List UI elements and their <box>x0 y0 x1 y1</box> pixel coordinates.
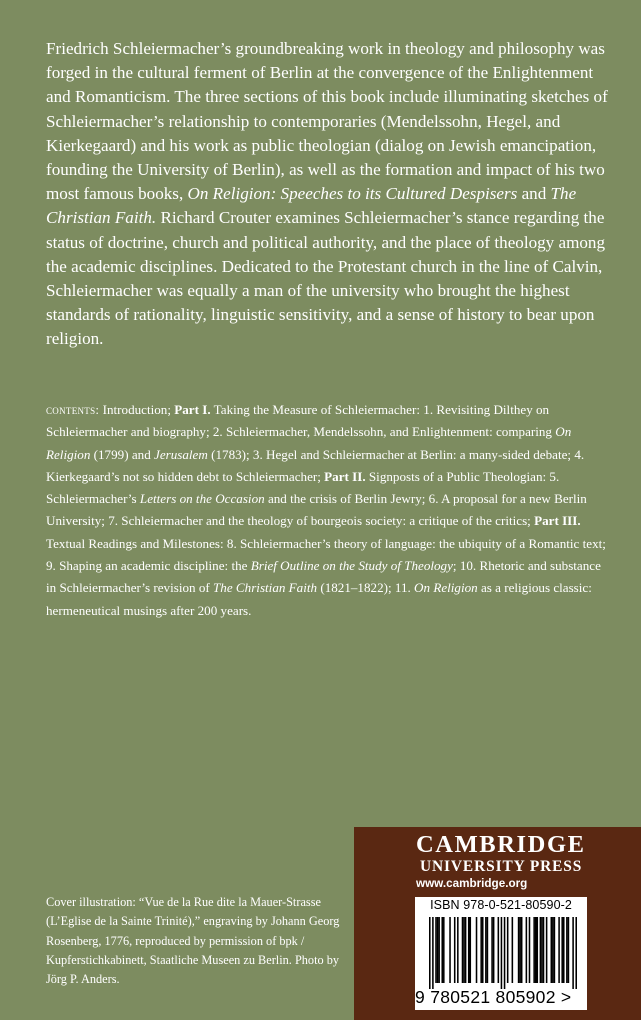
barcode-bar <box>491 917 493 983</box>
contents-text: Textual Readings and Milestones: 8. Schleiermacher’s theory of language: the ubiquity of a Romantic text; 9. Shaping an academic discipline: the <box>46 535 606 574</box>
contents-text: (1821–1822); 11. <box>317 580 415 596</box>
part-2-heading: Part II. <box>324 468 366 484</box>
barcode-bar <box>435 917 437 983</box>
barcode-bar <box>533 917 535 983</box>
publisher-logo-name: CAMBRIDGE <box>416 831 586 858</box>
barcode-bar <box>487 917 489 983</box>
barcode-label <box>415 897 587 1010</box>
contents-text: Signposts of a Public Theologian: 5. Schleiermacher’s <box>46 468 560 507</box>
barcode-bar <box>561 917 563 983</box>
barcode-icon <box>429 917 577 989</box>
contents-text: (1783); 3. Hegel and Schleiermacher at Berlin: a many-sided debate; 4. Kierkegaard’s not so hidden debt to Schleiermacher; <box>46 446 585 484</box>
barcode-bar <box>468 917 470 983</box>
contents-label: contents: <box>46 402 100 417</box>
barcode-bar <box>462 917 464 983</box>
publisher-logo-subtitle: UNIVERSITY PRESS <box>420 858 583 875</box>
barcode-bar <box>575 917 577 989</box>
contents-text: Introduction; <box>99 402 175 417</box>
barcode-bar <box>438 917 440 983</box>
contents-italic: Brief Outline on the Study of Theology <box>250 558 453 574</box>
barcode-bar <box>441 917 443 983</box>
barcode-bar <box>493 917 495 983</box>
barcode-bar <box>541 917 543 983</box>
barcode-bar <box>512 917 514 983</box>
barcode-bar <box>540 917 542 983</box>
contents-italic: Jerusalem <box>154 446 208 462</box>
contents-italic: On Religion <box>414 580 478 596</box>
barcode-bar <box>498 917 500 983</box>
back-cover-blurb <box>46 37 616 352</box>
barcode-bar <box>437 917 439 983</box>
barcode-bar <box>563 917 565 983</box>
barcode-bar <box>482 917 484 983</box>
contents-text: and the crisis of Berlin Jewry; 6. A proposal for a new Berlin University; 7. Schleiermacher and the theology of bourgeois society: a critique of the critics; <box>46 491 587 529</box>
barcode-bar <box>443 917 445 983</box>
barcode-bar <box>507 917 509 983</box>
contents-italic: The Christian Faith <box>213 580 318 596</box>
barcode-bar <box>529 917 531 983</box>
barcode-bar <box>526 917 528 983</box>
contents-italic: On Religion <box>46 424 572 462</box>
barcode-bar <box>501 917 503 989</box>
barcode-bar <box>504 917 506 989</box>
barcode-bar <box>429 917 431 989</box>
barcode-bar <box>572 917 574 989</box>
blurb-conjunction: and <box>517 184 551 204</box>
barcode-bar <box>432 917 434 989</box>
table-of-contents <box>46 399 606 622</box>
barcode-bar <box>536 917 538 983</box>
barcode-bar <box>476 917 478 983</box>
publisher-panel <box>354 827 641 1020</box>
barcode-bar <box>521 917 523 983</box>
barcode-bar <box>551 917 553 983</box>
barcode-bar <box>543 917 545 983</box>
blurb-text-1: Friedrich Schleiermacher’s groundbreaking work in theology and philosophy was forged in the cultural ferment of Berlin at the convergence of the Enlightenment and Romanticism. The three sections of this book include illuminating sketches of Schleiermacher’s relationship to contemporaries (Mendelssohn, Hegel, and Kierkegaard) and his work as public theologian (dialog on Jewish emancipation, founding the University of Berlin), as well as the formation and impact of his two most famous books, <box>46 39 608 204</box>
contents-text: (1799) and <box>90 446 155 462</box>
barcode-bar <box>518 917 520 983</box>
barcode-bar <box>535 917 537 983</box>
barcode-bar <box>465 917 467 983</box>
contents-text: as a religious classic: hermeneutical musings after 200 years. <box>46 580 592 618</box>
blurb-book-title-2: The Christian Faith. <box>46 184 577 228</box>
barcode-bar <box>519 917 521 983</box>
cover-illustration-credit: Cover illustration: “Vue de la Rue dite la Mauer-Strasse (L’Eglise de la Sainte Trinité),” engraving by Johann Georg Rosenberg, 1776, reproduced by permission of bpk / Kupferstichkabinett, Staatliche Museen zu Berlin. Photo by Jörg P. Anders. <box>46 895 340 987</box>
isbn-text: ISBN 978-0-521-80590-2 <box>430 898 572 912</box>
barcode-bar <box>554 917 556 983</box>
barcode-bar <box>454 917 456 983</box>
part-3-heading: Part III. <box>534 513 581 529</box>
part-1-heading: Part I. <box>174 402 211 417</box>
contents-italic: Letters on the Occasion <box>139 491 265 507</box>
barcode-digits: 9 780521 805902 > <box>415 987 572 1007</box>
barcode-bar <box>480 917 482 983</box>
barcode-bar <box>546 917 548 983</box>
barcode-bar <box>552 917 554 983</box>
barcode-bar <box>485 917 487 983</box>
barcode-bar <box>568 917 570 983</box>
barcode-bar <box>449 917 451 983</box>
contents-text: Taking the Measure of Schleiermacher: 1. Revisiting Dilthey on Schleiermacher and biography; 2. Schleiermacher, Mendelssohn, and Enlightenment: comparing <box>46 402 556 440</box>
barcode-bar <box>470 917 472 983</box>
publisher-url: www.cambridge.org <box>416 877 528 890</box>
blurb-text-2: Richard Crouter examines Schleiermacher’s stance regarding the status of doctrine, church and political authority, and the place of theology among the academic disciplines. Dedicated to the Protestant church in the line of Calvin, Schleiermacher was equally a man of the university who brought the highest standards of rationality, linguistic sensitivity, and a sense of history to bear upon religion. <box>46 208 606 349</box>
blurb-book-title-1: On Religion: Speeches to its Cultured Despisers <box>187 184 518 204</box>
contents-text: ; 10. Rhetoric and substance in Schleiermacher’s revision of <box>46 558 601 596</box>
barcode-bar <box>566 917 568 983</box>
barcode-bar <box>457 917 459 983</box>
barcode-bar <box>558 917 560 983</box>
barcode-bar <box>463 917 465 983</box>
